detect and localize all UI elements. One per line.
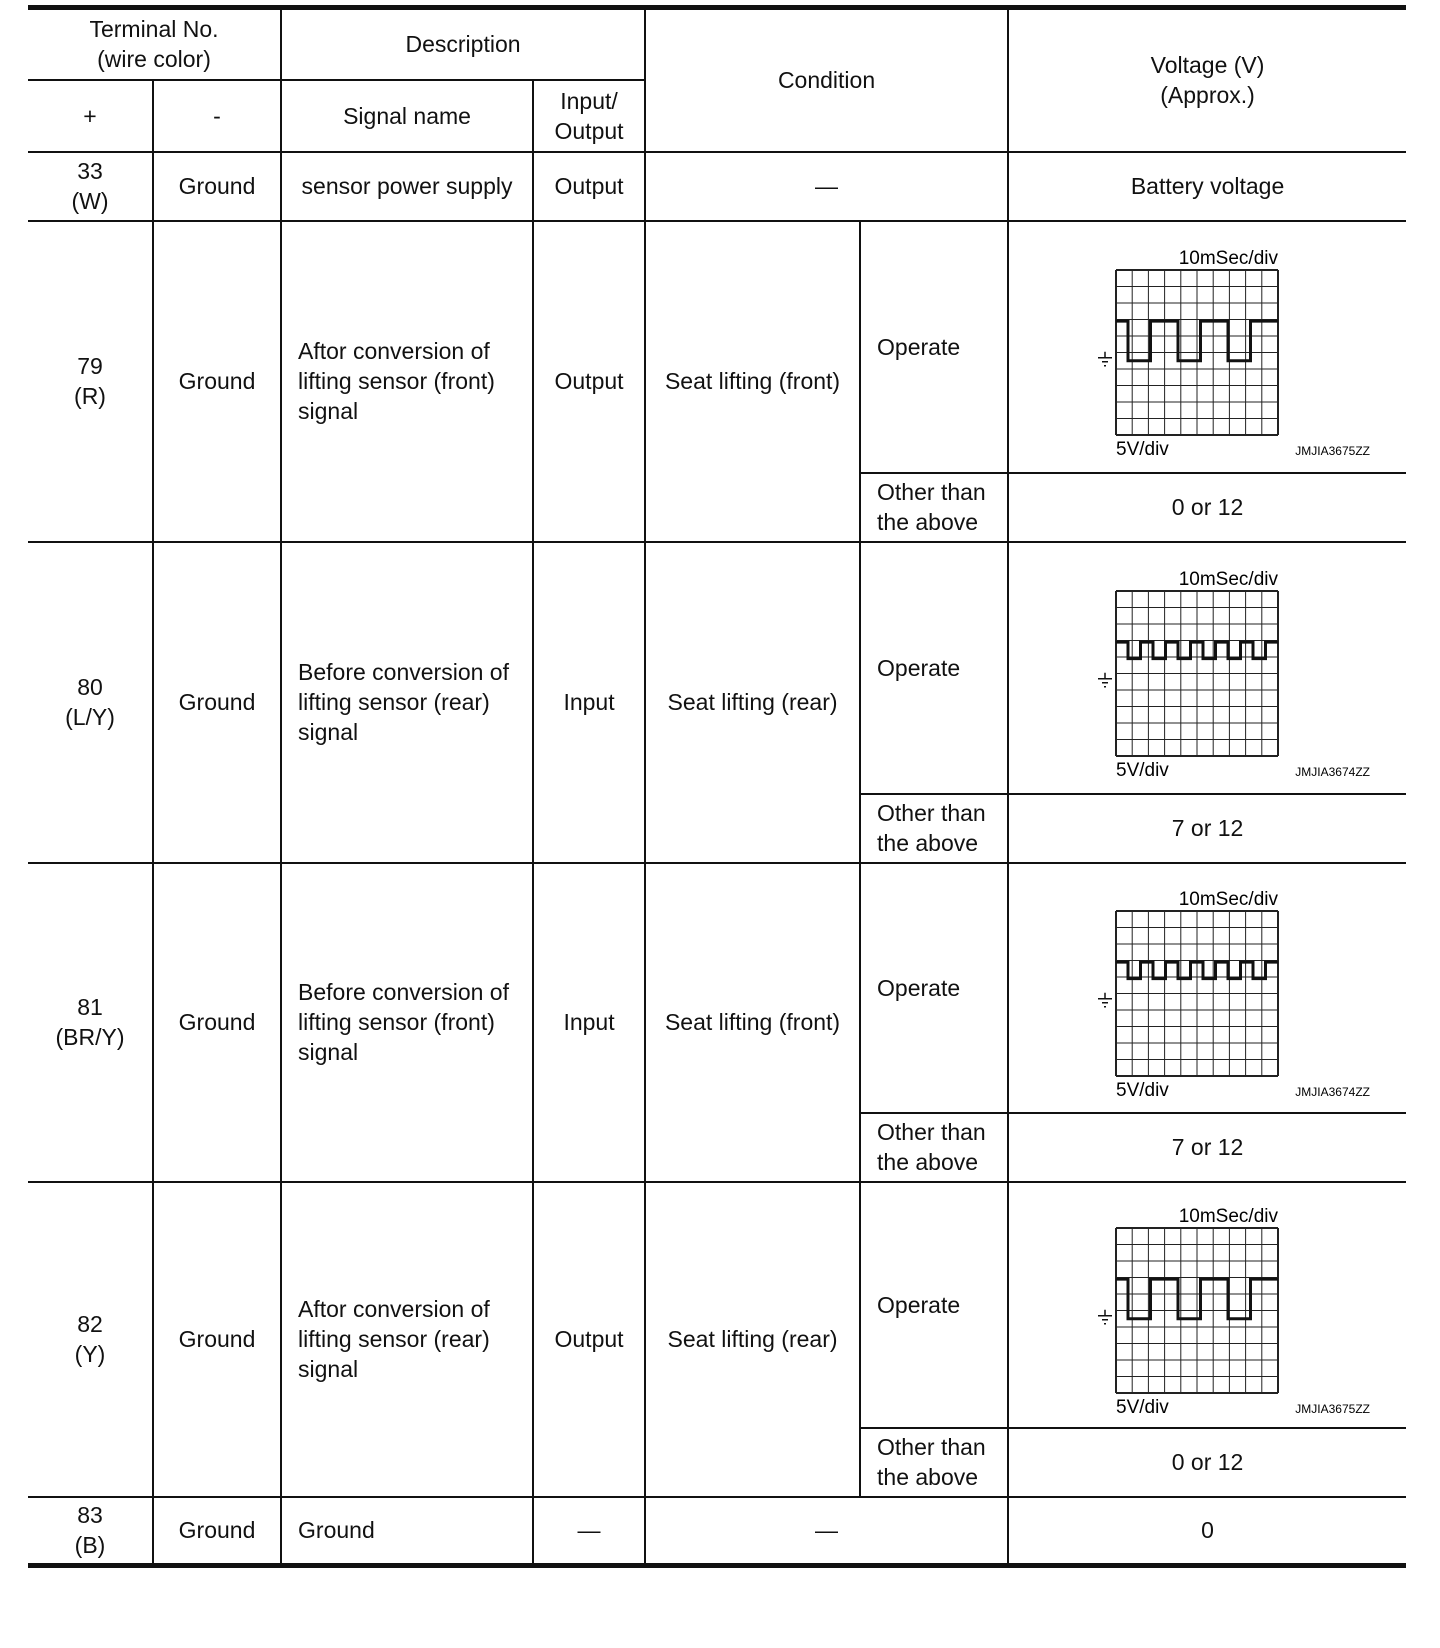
description-header: Description: [281, 8, 645, 80]
other-cell: [860, 794, 1008, 863]
grid: [1116, 1228, 1278, 1393]
voltage-cell: 7 or 12: [1008, 1113, 1406, 1182]
volt-div-label: 5V/div: [1115, 438, 1169, 460]
io-cell: Output: [533, 152, 645, 221]
figure-code: JMJIA3674ZZ: [1294, 1084, 1370, 1099]
signal-line: lifting sensor (rear): [298, 689, 490, 715]
operate-cell: Operate: [860, 863, 1008, 1113]
io-dash: —: [577, 1517, 601, 1544]
condition-header: Condition: [645, 8, 1008, 152]
signal-line: signal: [298, 398, 359, 424]
terminal-header: [28, 8, 281, 80]
voltage-cell: 0 or 12: [1008, 1428, 1406, 1497]
other-cell: [860, 1113, 1008, 1182]
voltage-cell: Battery voltage: [1008, 152, 1406, 221]
signal-line: Before conversion of: [298, 979, 509, 1005]
io-cell: Output: [533, 1182, 645, 1497]
other-line2: the above: [877, 830, 979, 856]
oscilloscope-waveform: [1058, 1200, 1370, 1418]
signal-line: signal: [298, 1039, 359, 1065]
condition-cell: [645, 1497, 1008, 1566]
other-line1: Other than: [877, 1434, 986, 1460]
ground-icon: [1098, 1309, 1112, 1323]
io-cell: Input: [533, 863, 645, 1182]
oscilloscope-waveform: [1058, 563, 1370, 781]
io-cell: Input: [533, 542, 645, 863]
table-row: [28, 1182, 1406, 1428]
wire-color: (R): [74, 383, 106, 409]
waveform-cell: [1008, 1182, 1406, 1428]
grid: [1116, 270, 1278, 435]
signal-line: Before conversion of: [298, 659, 509, 685]
signal-line: signal: [298, 1356, 359, 1382]
voltage-header-line2: (Approx.): [1160, 82, 1255, 109]
terminal-number: 79: [77, 353, 103, 379]
voltage-header-line1: Voltage (V): [1150, 52, 1265, 79]
other-line2: the above: [877, 1149, 979, 1175]
condition-dash: —: [815, 1517, 839, 1544]
signal-line: Aftor conversion of: [298, 338, 490, 364]
io-header-line1: Input/: [560, 87, 618, 114]
ground-cell: Ground: [153, 863, 281, 1182]
signal-line: lifting sensor (rear): [298, 1326, 490, 1352]
terminal-cell: [28, 152, 153, 221]
terminal-cell: [28, 1182, 153, 1497]
signal-line: signal: [298, 719, 359, 745]
terminal-number: 82: [77, 1311, 103, 1337]
signal-line: lifting sensor (front): [298, 1009, 495, 1035]
terminal-cell: [28, 863, 153, 1182]
other-line2: the above: [877, 1464, 979, 1490]
signal-cell: [281, 1182, 533, 1497]
volt-div-label: 5V/div: [1115, 1396, 1169, 1418]
ground-cell: Ground: [153, 152, 281, 221]
ground-cell: Ground: [153, 221, 281, 542]
io-header: [533, 80, 645, 152]
operate-cell: Operate: [860, 542, 1008, 794]
figure-code: JMJIA3675ZZ: [1294, 443, 1370, 458]
terminal-header-line1: Terminal No.: [89, 16, 219, 43]
time-div-label: 10mSec/div: [1178, 247, 1278, 269]
ground-icon: [1098, 992, 1112, 1006]
terminal-number: 80: [77, 674, 103, 700]
ground-icon: [1098, 351, 1112, 365]
terminal-number: 33: [77, 158, 103, 184]
table-row: [28, 542, 1406, 794]
terminal-table: [28, 5, 1406, 1568]
header-row: [28, 8, 1406, 80]
voltage-header: [1008, 8, 1406, 152]
voltage-cell: 0 or 12: [1008, 473, 1406, 542]
signal-name-header: Signal name: [281, 80, 533, 152]
other-line1: Other than: [877, 1119, 986, 1145]
terminal-cell: [28, 1497, 153, 1566]
oscilloscope-waveform: [1058, 242, 1370, 460]
wire-color: (B): [74, 1532, 106, 1559]
plus-header: +: [28, 80, 153, 152]
terminal-cell: [28, 542, 153, 863]
signal-line: lifting sensor (front): [298, 368, 495, 394]
other-line1: Other than: [877, 479, 986, 505]
terminal-number: 81: [77, 994, 103, 1020]
waveform-cell: [1008, 542, 1406, 794]
operate-cell: Operate: [860, 221, 1008, 473]
condition-cell: Seat lifting (rear): [645, 1182, 860, 1497]
signal-cell: Ground: [281, 1497, 533, 1566]
time-div-label: 10mSec/div: [1178, 568, 1278, 590]
time-div-label: 10mSec/div: [1178, 888, 1278, 910]
signal-cell: sensor power supply: [281, 152, 533, 221]
condition-dash: —: [815, 173, 839, 199]
terminal-cell: [28, 221, 153, 542]
other-cell: [860, 1428, 1008, 1497]
grid: [1116, 911, 1278, 1076]
signal-cell: [281, 221, 533, 542]
voltage-cell: 7 or 12: [1008, 794, 1406, 863]
io-cell: [533, 1497, 645, 1566]
ground-cell: Ground: [153, 1497, 281, 1566]
wire-color: (W): [71, 188, 109, 214]
wire-color: (Y): [74, 1341, 106, 1367]
grid: [1116, 591, 1278, 756]
condition-cell: Seat lifting (front): [645, 221, 860, 542]
oscilloscope-waveform: [1058, 883, 1370, 1101]
ground-cell: Ground: [153, 1182, 281, 1497]
minus-header: -: [153, 80, 281, 152]
table-row: [28, 221, 1406, 473]
table-row: [28, 152, 1406, 221]
voltage-cell: 0: [1008, 1497, 1406, 1566]
waveform-cell: [1008, 221, 1406, 473]
terminal-header-line2: (wire color): [97, 46, 211, 73]
figure-code: JMJIA3674ZZ: [1294, 764, 1370, 779]
other-line2: the above: [877, 509, 979, 535]
table-row: [28, 1497, 1406, 1566]
wire-color: (L/Y): [65, 704, 115, 730]
ground-icon: [1098, 672, 1112, 686]
figure-code: JMJIA3675ZZ: [1294, 1401, 1370, 1416]
signal-cell: [281, 863, 533, 1182]
volt-div-label: 5V/div: [1115, 759, 1169, 781]
table-row: [28, 863, 1406, 1113]
condition-cell: Seat lifting (front): [645, 863, 860, 1182]
io-header-line2: Output: [554, 117, 624, 144]
terminal-number: 83: [77, 1502, 103, 1529]
signal-line: Aftor conversion of: [298, 1296, 490, 1322]
other-line1: Other than: [877, 800, 986, 826]
ground-cell: Ground: [153, 542, 281, 863]
signal-cell: [281, 542, 533, 863]
condition-cell: Seat lifting (rear): [645, 542, 860, 863]
wire-color: (BR/Y): [55, 1024, 125, 1050]
other-cell: [860, 473, 1008, 542]
volt-div-label: 5V/div: [1115, 1079, 1169, 1101]
waveform-cell: [1008, 863, 1406, 1113]
operate-cell: Operate: [860, 1182, 1008, 1428]
condition-cell: [645, 152, 1008, 221]
time-div-label: 10mSec/div: [1178, 1205, 1278, 1227]
io-cell: Output: [533, 221, 645, 542]
